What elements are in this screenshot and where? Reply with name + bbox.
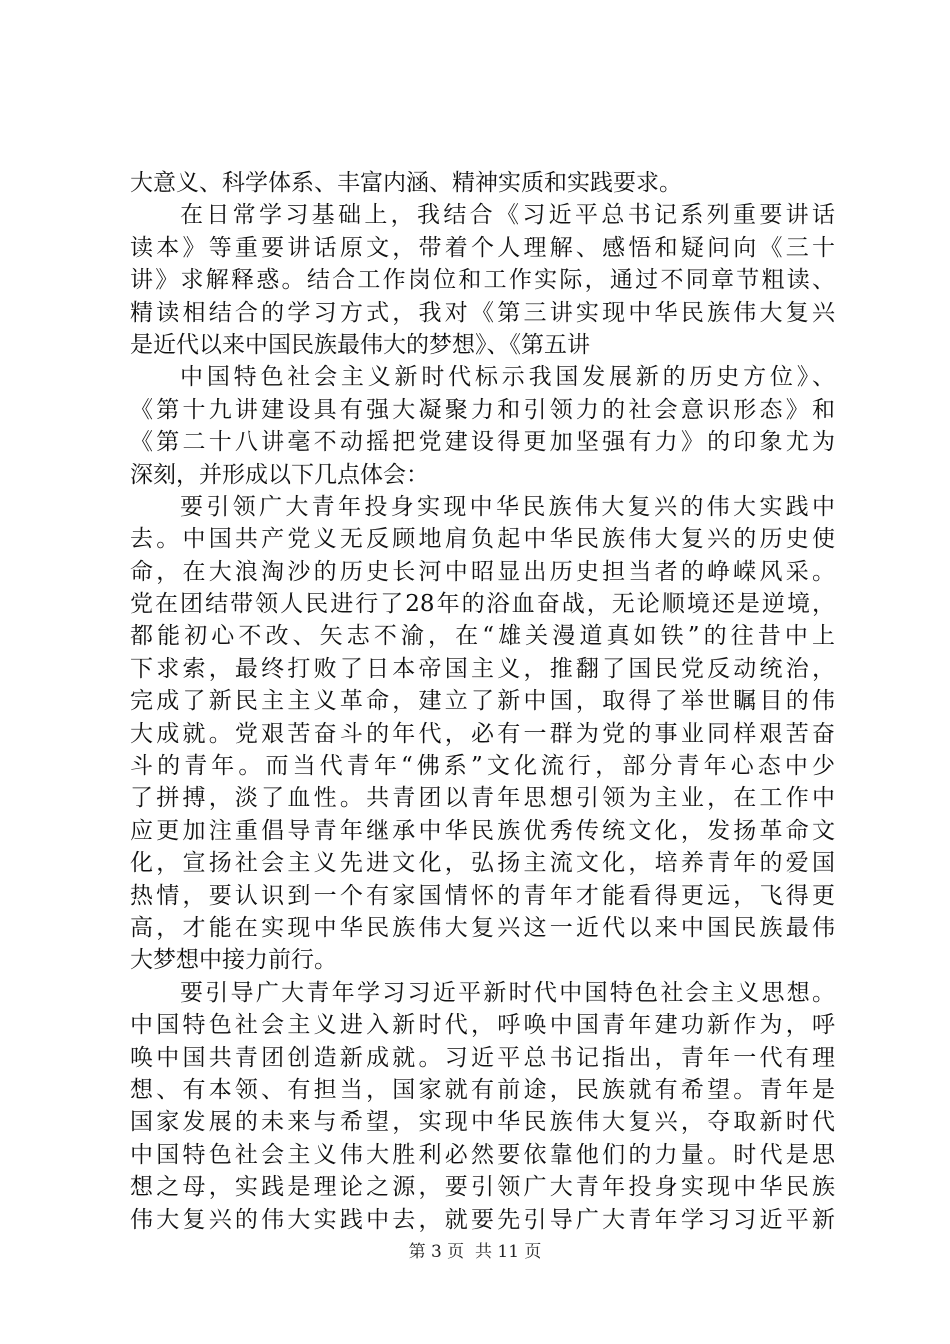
text-line: 下求索，最终打败了日本帝国主义，推翻了国民党反动统治， — [130, 655, 835, 682]
text-line: 大成就。党艰苦奋斗的年代，必有一群为党的事业同样艰苦奋 — [130, 720, 835, 747]
text-line: 唤中国共青团创造新成就。习近平总书记指出，青年一代有理 — [130, 1044, 835, 1071]
text-line: 伟大复兴的伟大实践中去，就要先引导广大青年学习习近平新 — [130, 1206, 835, 1233]
text-line: 要引领广大青年投身实现中华民族伟大复兴的伟大实践中 — [180, 493, 835, 520]
text-line: 完成了新民主主义革命，建立了新中国，取得了举世瞩目的伟 — [130, 688, 835, 715]
text-line: 国家发展的未来与希望，实现中华民族伟大复兴，夺取新时代 — [130, 1109, 835, 1136]
text-line: 精读相结合的学习方式，我对《第三讲实现中华民族伟大复兴 — [130, 299, 835, 326]
text-line: 去。中国共产党义无反顾地肩负起中华民族伟大复兴的历史使 — [130, 526, 835, 553]
page-footer: 第 3 页 共 11 页 — [408, 1242, 542, 1262]
text-line: 都能初心不改、矢志不渝，在“雄关漫道真如铁”的往昔中上 — [130, 623, 835, 650]
text-line: 党在团结带领人民进行了28年的浴血奋战，无论顺境还是逆境， — [130, 591, 835, 618]
text-line: 命，在大浪淘沙的历史长河中昭显出历史担当者的峥嵘风采。 — [130, 558, 835, 585]
text-line: 想、有本领、有担当，国家就有前途，民族就有希望。青年是 — [130, 1076, 835, 1103]
text-line: 热情，要认识到一个有家国情怀的青年才能看得更远，飞得更 — [130, 882, 835, 909]
text-line: 深刻，并形成以下几点体会： — [130, 461, 429, 488]
text-line: 中国特色社会主义伟大胜利必然要依靠他们的力量。时代是思 — [130, 1141, 835, 1168]
text-line: 在日常学习基础上，我结合《习近平总书记系列重要讲话 — [180, 202, 835, 229]
text-line: 斗的青年。而当代青年“佛系”文化流行，部分青年心态中少 — [130, 753, 835, 780]
text-line: 高，才能在实现中华民族伟大复兴这一近代以来中国民族最伟 — [130, 914, 835, 941]
text-line: 应更加注重倡导青年继承中华民族优秀传统文化，发扬革命文 — [130, 817, 835, 844]
text-line: 化，宣扬社会主义先进文化，弘扬主流文化，培养青年的爱国 — [130, 850, 835, 877]
text-line: 《第二十八讲毫不动摇把党建设得更加坚强有力》的印象尤为 — [130, 429, 835, 456]
text-line: 中国特色社会主义新时代标示我国发展新的历史方位》、 — [180, 364, 835, 391]
text-line: 大意义、科学体系、丰富内涵、精神实质和实践要求。 — [130, 170, 682, 196]
text-line: 《第十九讲建设具有强大凝聚力和引领力的社会意识形态》和 — [130, 396, 835, 423]
text-line: 想之母，实践是理论之源，要引领广大青年投身实现中华民族 — [130, 1174, 835, 1201]
document-body — [130, 167, 835, 1236]
text-line: 讲》求解释惑。结合工作岗位和工作实际，通过不同章节粗读、 — [130, 267, 835, 294]
text-line: 了拼搏，淡了血性。共青团以青年思想引领为主业，在工作中 — [130, 785, 835, 812]
text-line: 读本》等重要讲话原文，带着个人理解、感悟和疑问向《三十 — [130, 234, 835, 261]
text-line: 中国特色社会主义进入新时代，呼唤中国青年建功新作为，呼 — [130, 1012, 835, 1039]
text-line: 要引导广大青年学习习近平新时代中国特色社会主义思想。 — [180, 979, 835, 1006]
text-line: 大梦想中接力前行。 — [130, 947, 337, 974]
text-line: 是近代以来中国民族最伟大的梦想》、《第五讲 — [130, 331, 590, 358]
